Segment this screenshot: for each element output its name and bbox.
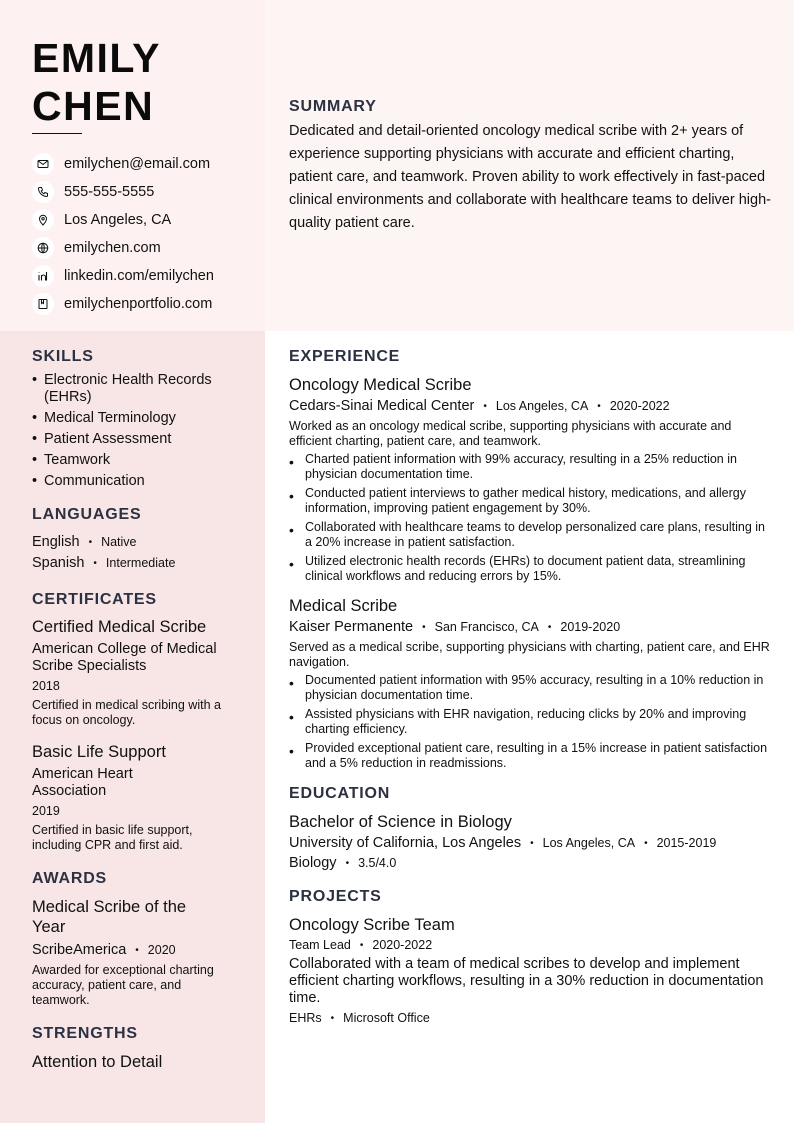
job-company: Cedars-Sinai Medical Center bbox=[289, 398, 475, 414]
contact-email[interactable] bbox=[32, 150, 214, 178]
contact-text: 555-555-5555 bbox=[64, 184, 155, 200]
job-location: San Francisco, CA bbox=[434, 620, 539, 634]
language-item bbox=[32, 553, 237, 574]
project-title: Oncology Scribe Team bbox=[289, 916, 455, 934]
contact-text: emilychenportfolio.com bbox=[64, 296, 213, 312]
job-location: Los Angeles, CA bbox=[495, 399, 589, 413]
bullet-text: Charted patient information with 99% accuracy, resulting in a 25% reduction in physician documentation time. bbox=[305, 452, 737, 481]
bullet-text: Assisted physicians with EHR navigation, reducing clicks by 20% and improving charting efficiency. bbox=[305, 707, 747, 736]
project-tools bbox=[289, 1011, 773, 1025]
separator-dot: • bbox=[88, 537, 93, 548]
phone-icon bbox=[32, 181, 54, 203]
skill-text: Teamwork bbox=[44, 452, 111, 468]
name-last: CHEN bbox=[32, 83, 155, 129]
bullet: • bbox=[32, 410, 38, 426]
award-meta bbox=[32, 940, 237, 961]
list-item bbox=[289, 452, 773, 482]
language-name: Spanish bbox=[32, 555, 85, 571]
degree: Bachelor of Science in Biology bbox=[289, 813, 512, 831]
experience-heading: EXPERIENCE bbox=[289, 348, 401, 365]
candidate-name bbox=[32, 34, 161, 130]
contact-list bbox=[32, 150, 214, 318]
separator-dot: • bbox=[330, 1012, 335, 1024]
bullet: • bbox=[289, 522, 294, 538]
summary-text: Dedicated and detail-oriented oncology medical scribe with 2+ years of experience supporting physicians with accurate and efficient charting, patient care, and teamwork. Proven ability to work effectively in fast-paced clinical environments and collaborate with healthcare teams to deliver high-quality patient care. bbox=[289, 123, 771, 231]
certificate-org: American Heart Association bbox=[32, 766, 133, 799]
list-item bbox=[289, 707, 773, 737]
certificate-item bbox=[32, 742, 237, 853]
separator-dot: • bbox=[345, 857, 350, 869]
gpa: 3.5/4.0 bbox=[358, 856, 397, 870]
education-item bbox=[289, 812, 773, 871]
name-first: EMILY bbox=[32, 35, 162, 81]
bullet-text: Provided exceptional patient care, resulting in a 15% increase in patient satisfaction and a 5% reduction in readmissions. bbox=[305, 741, 768, 770]
separator-dot: • bbox=[644, 837, 648, 849]
job-bullets bbox=[289, 673, 773, 771]
job-meta bbox=[289, 619, 773, 635]
contact-text: emilychen@email.com bbox=[64, 156, 211, 172]
sidebar-content bbox=[32, 348, 237, 1072]
list-item bbox=[32, 473, 237, 490]
certificate-org: American College of Medical Scribe Specialists bbox=[32, 641, 217, 674]
globe-icon bbox=[32, 237, 54, 259]
certificate-title: Certified Medical Scribe bbox=[32, 618, 207, 636]
separator-dot: • bbox=[483, 400, 487, 412]
separator-dot: • bbox=[422, 621, 426, 633]
bullet: • bbox=[289, 709, 294, 725]
job-title: Medical Scribe bbox=[289, 597, 398, 615]
skill-text: Patient Assessment bbox=[44, 431, 172, 447]
job-dates: 2019-2020 bbox=[560, 620, 621, 634]
education-meta bbox=[289, 835, 773, 851]
award-org: ScribeAmerica bbox=[32, 942, 127, 958]
certificate-desc: Certified in medical scribing with a focus on oncology. bbox=[32, 698, 221, 727]
award-item bbox=[32, 897, 237, 1008]
bullet-text: Documented patient information with 95% accuracy, resulting in a 10% reduction in physician documentation time. bbox=[305, 673, 764, 702]
contact-portfolio[interactable] bbox=[32, 290, 214, 318]
bullet: • bbox=[289, 556, 294, 572]
separator-dot: • bbox=[597, 400, 601, 412]
list-item bbox=[32, 410, 237, 427]
project-item bbox=[289, 915, 773, 1025]
project-meta bbox=[289, 938, 773, 952]
name-underline bbox=[32, 133, 82, 134]
job-item bbox=[289, 375, 773, 584]
job-desc: Worked as an oncology medical scribe, supporting physicians with accurate and efficient charting, patient care, and teamwork. bbox=[289, 419, 732, 448]
mail-icon bbox=[32, 153, 54, 175]
list-item bbox=[32, 431, 237, 448]
list-item bbox=[32, 372, 237, 406]
separator-dot: • bbox=[547, 621, 552, 633]
award-year: 2020 bbox=[147, 943, 176, 957]
bullet-text: Utilized electronic health records (EHRs) to document patient data, streamlining clinical workflows and reducing errors by 15%. bbox=[305, 554, 746, 583]
skill-text: Electronic Health Records (EHRs) bbox=[44, 372, 212, 405]
certificate-year: 2019 bbox=[32, 804, 60, 818]
awards-heading: AWARDS bbox=[32, 870, 108, 887]
job-company: Kaiser Permanente bbox=[289, 619, 414, 635]
contact-linkedin[interactable] bbox=[32, 262, 214, 290]
job-desc: Served as a medical scribe, supporting physicians with charting, patient care, and EHR navigation. bbox=[289, 640, 770, 669]
job-bullets bbox=[289, 452, 773, 584]
languages-heading: LANGUAGES bbox=[32, 506, 142, 523]
bullet: • bbox=[32, 372, 38, 388]
project-tool: Microsoft Office bbox=[343, 1011, 430, 1025]
location-icon bbox=[32, 209, 54, 231]
job-title: Oncology Medical Scribe bbox=[289, 376, 472, 394]
strengths-heading: STRENGTHS bbox=[32, 1025, 138, 1042]
certificate-title: Basic Life Support bbox=[32, 743, 166, 761]
skill-text: Medical Terminology bbox=[44, 410, 176, 426]
award-title: Medical Scribe of the Year bbox=[32, 898, 187, 936]
projects-heading: PROJECTS bbox=[289, 888, 382, 905]
education-heading: EDUCATION bbox=[289, 785, 391, 802]
separator-dot: • bbox=[359, 939, 364, 951]
certificate-item bbox=[32, 617, 237, 728]
major: Biology bbox=[289, 855, 337, 871]
certificate-year: 2018 bbox=[32, 679, 60, 693]
education-location: Los Angeles, CA bbox=[542, 836, 636, 850]
contact-text: Los Angeles, CA bbox=[64, 212, 172, 228]
list-item bbox=[289, 554, 773, 584]
separator-dot: • bbox=[530, 837, 534, 849]
bullet: • bbox=[289, 675, 294, 691]
languages-list bbox=[32, 532, 237, 574]
main-content bbox=[289, 348, 773, 1025]
language-item bbox=[32, 532, 237, 553]
contact-phone[interactable] bbox=[32, 178, 214, 206]
bullet: • bbox=[289, 488, 294, 504]
language-name: English bbox=[32, 534, 80, 550]
contact-text: emilychen.com bbox=[64, 240, 161, 256]
bullet: • bbox=[289, 743, 294, 759]
bullet: • bbox=[32, 452, 38, 468]
strength-item: Attention to Detail bbox=[32, 1053, 163, 1071]
job-item bbox=[289, 596, 773, 771]
certificate-desc: Certified in basic life support, including CPR and first aid. bbox=[32, 823, 193, 852]
portfolio-icon bbox=[32, 293, 54, 315]
job-dates: 2020-2022 bbox=[609, 399, 670, 413]
list-item bbox=[289, 741, 773, 771]
job-meta bbox=[289, 398, 773, 414]
summary-heading: SUMMARY bbox=[289, 98, 377, 115]
bullet: • bbox=[289, 454, 294, 470]
bullet-text: Conducted patient interviews to gather medical history, medications, and allergy information, improving patient engagement by 30%. bbox=[305, 486, 746, 515]
list-item bbox=[289, 673, 773, 703]
award-desc: Awarded for exceptional charting accuracy, patient care, and teamwork. bbox=[32, 963, 214, 1007]
list-item bbox=[289, 520, 773, 550]
bullet-text: Collaborated with healthcare teams to develop personalized care plans, resulting in a 20% increase in patient satisfaction. bbox=[305, 520, 765, 549]
skills-heading: SKILLS bbox=[32, 348, 94, 365]
skills-list bbox=[32, 372, 237, 490]
linkedin-icon bbox=[32, 265, 54, 287]
bullet: • bbox=[32, 431, 38, 447]
skill-text: Communication bbox=[44, 473, 145, 489]
separator-dot: • bbox=[93, 558, 97, 569]
separator-dot: • bbox=[135, 945, 139, 956]
project-dates: 2020-2022 bbox=[372, 938, 433, 952]
school: University of California, Los Angeles bbox=[289, 835, 522, 851]
language-level: Native bbox=[101, 535, 137, 549]
list-item bbox=[32, 452, 237, 469]
education-major-row bbox=[289, 855, 773, 871]
contact-text: linkedin.com/emilychen bbox=[64, 268, 214, 284]
summary-section bbox=[289, 98, 771, 235]
project-desc: Collaborated with a team of medical scribes to develop and implement efficient charting workflows, resulting in a 30% reduction in documentation time. bbox=[289, 956, 764, 1006]
education-dates: 2015-2019 bbox=[656, 836, 717, 850]
project-role: Team Lead bbox=[289, 938, 351, 952]
certificates-heading: CERTIFICATES bbox=[32, 591, 157, 608]
list-item bbox=[289, 486, 773, 516]
project-tool: EHRs bbox=[289, 1011, 322, 1025]
contact-website[interactable] bbox=[32, 234, 214, 262]
contact-location bbox=[32, 206, 214, 234]
bullet: • bbox=[32, 473, 38, 489]
language-level: Intermediate bbox=[105, 556, 176, 570]
